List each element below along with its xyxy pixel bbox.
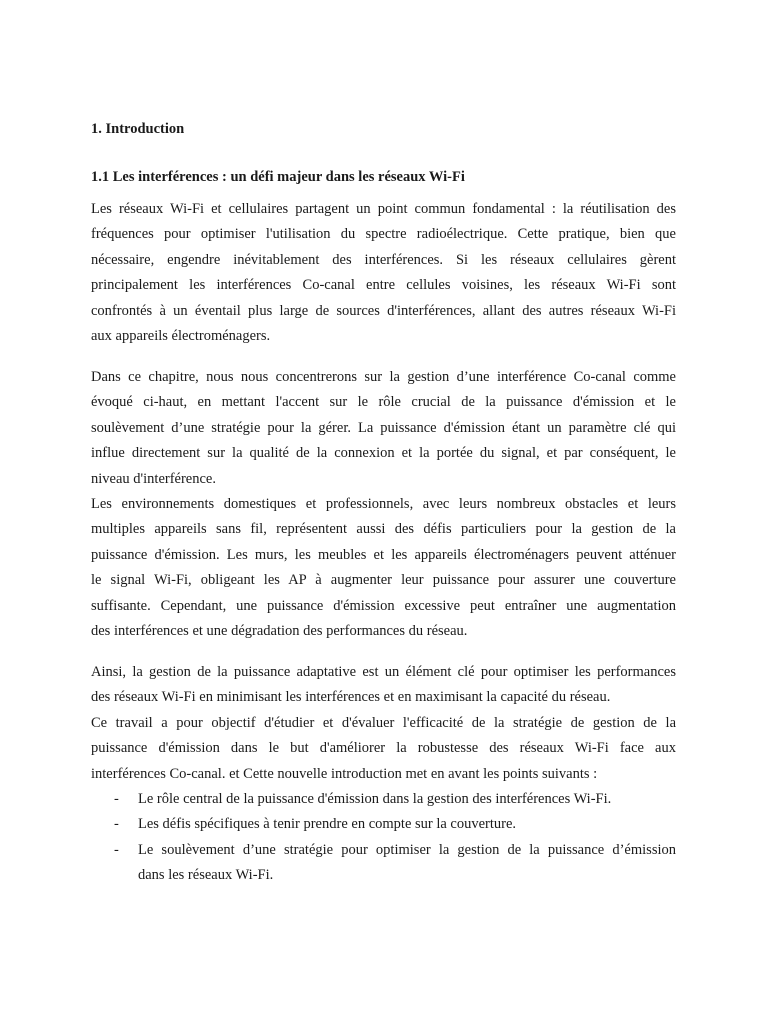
paragraph-line: évoqué ci-haut, en mettant l'accent sur le rôle crucial de la puissance d'émission et le — [91, 394, 676, 411]
dash-bullet: - — [114, 841, 119, 858]
list-item-text: dans les réseaux Wi-Fi. — [138, 867, 274, 884]
list-item-text: Les défis spécifiques à tenir prendre en compte sur la couverture. — [138, 816, 517, 833]
paragraph-line: puissance d'émission dans le but d'améliorer la robustesse des réseaux Wi-Fi face aux — [91, 740, 676, 757]
paragraph-line: Ainsi, la gestion de la puissance adaptative est un élément clé pour optimiser les performances — [91, 664, 676, 680]
paragraph-line: principalement les interférences Co-canal entre cellules voisines, les réseaux Wi-Fi sont — [91, 277, 676, 294]
paragraph-line: Les environnements domestiques et professionnels, avec leurs nombreux obstacles et leurs — [91, 496, 676, 512]
paragraph-environments — [91, 492, 676, 644]
paragraph-intro — [91, 197, 676, 349]
subsection-heading: 1.1 Les interférences : un défi majeur dans les réseaux Wi-Fi — [91, 169, 465, 185]
paragraph-line: des réseaux Wi-Fi en minimisant les interférences et en maximisant la capacité du réseau. — [91, 689, 611, 706]
paragraph-line: Ce travail a pour objectif d'étudier et d'évaluer l'efficacité de la stratégie de gestion de la — [91, 715, 676, 731]
key-points-list — [91, 787, 676, 889]
paragraph-line: fréquences pour optimiser l'utilisation du spectre radioélectrique. Cette pratique, bien que — [91, 226, 676, 243]
paragraph-line: confrontés à un éventail plus large de sources d'interférences, allant des autres réseaux Wi-Fi — [91, 302, 676, 319]
paragraph-objective — [91, 711, 676, 787]
dash-bullet: - — [114, 816, 119, 833]
paragraph-line: interférences Co-canal. et Cette nouvelle introduction met en avant les points suivants : — [91, 765, 598, 782]
paragraph-line: le signal Wi-Fi, obligeant les AP à augmenter leur puissance pour assurer une couverture — [91, 572, 676, 589]
paragraph-line: influe directement sur la qualité de la connexion et la portée du signal, et par conséquent, le — [91, 445, 676, 462]
list-item-text: Le rôle central de la puissance d'émission dans la gestion des interférences Wi-Fi. — [138, 791, 612, 807]
paragraph-chapter-focus — [91, 365, 676, 492]
paragraph-line: multiples appareils sans fil, représentent aussi des défis particuliers pour la gestion de la — [91, 521, 676, 538]
paragraph-line: aux appareils électroménagers. — [91, 327, 271, 344]
paragraph-line: Dans ce chapitre, nous nous concentrerons sur la gestion d’une interférence Co-canal comme — [91, 369, 676, 385]
paragraph-line: suffisante. Cependant, une puissance d'émission excessive peut entraîner une augmentation — [91, 597, 676, 614]
paragraph-line: nécessaire, engendre inévitablement des interférences. Si les réseaux cellulaires gèrent — [91, 251, 676, 268]
list-item — [91, 838, 676, 889]
list-item — [91, 787, 676, 812]
paragraph-line: soulèvement d’une stratégie pour la gérer. La puissance d'émission étant un paramètre clé qui — [91, 419, 676, 436]
paragraph-line: Les réseaux Wi-Fi et cellulaires partagent un point commun fondamental : la réutilisation des — [91, 201, 676, 217]
paragraph-adaptive-power — [91, 660, 676, 711]
dash-bullet: - — [114, 791, 119, 807]
list-item-text: Le soulèvement d’une stratégie pour optimiser la gestion de la puissance d’émission — [138, 841, 676, 858]
list-item — [91, 812, 676, 837]
paragraph-line: des interférences et une dégradation des performances du réseau. — [91, 622, 468, 639]
section-heading: 1. Introduction — [91, 121, 185, 137]
paragraph-line: niveau d'interférence. — [91, 470, 216, 487]
paragraph-line: puissance d'émission. Les murs, les meubles et les appareils électroménagers peuvent atténuer — [91, 546, 676, 563]
